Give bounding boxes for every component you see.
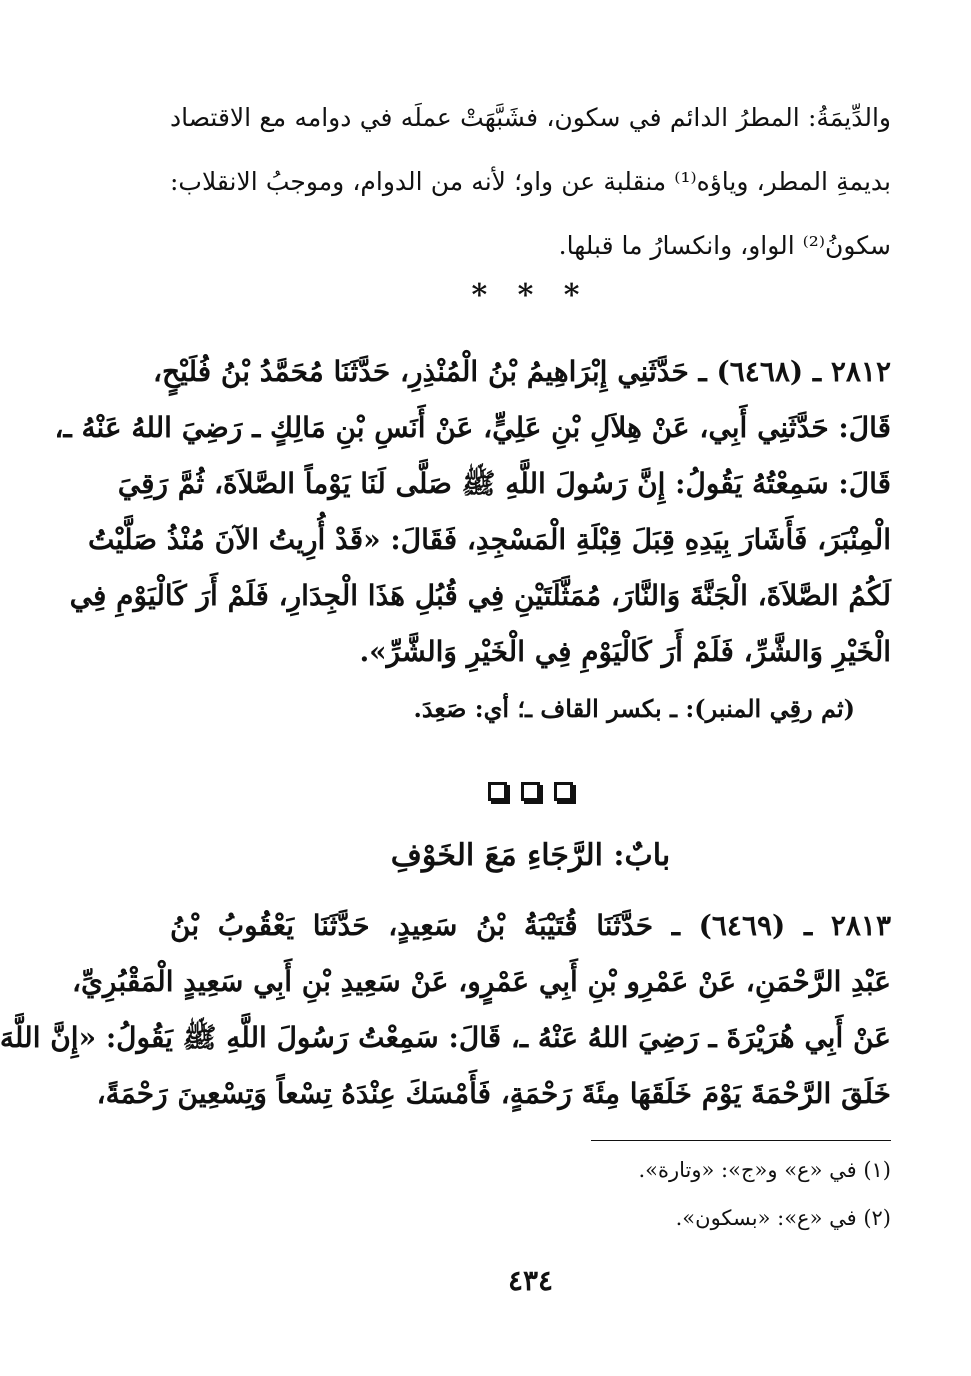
commentary-line: والدِّيمَةُ: المطرُ الدائم في سكون، فشَبَّهَتْ عملَه في دوامه مع الاقتصاد [170, 103, 891, 132]
commentary-line: بديمةِ المطر، وياؤه⁽¹⁾ منقلبة عن واو؛ لأنه من الدوام، وموجبُ الانقلاب: [170, 167, 891, 196]
section-separator-stars: * * * [471, 278, 590, 313]
separator-box-icon [488, 782, 507, 801]
hadith-line: ٢٨١٣ ـ (٦٤٦٩) ـ حَدَّثَنَا قُتَيْبَةُ بْنُ سَعِيدٍ، حَدَّثَنَا يَعْقُوبُ بْنُ [170, 909, 891, 942]
hadith-2813 [0, 898, 891, 1122]
separator-box-icon [554, 782, 573, 801]
footnote-2: (٢) في «ع»: «بسكون». [675, 1206, 891, 1230]
section-separator-boxes [170, 782, 891, 801]
chapter-title: بابٌ: الرَّجَاءِ مَعَ الخَوْفِ [390, 838, 671, 873]
hadith-2812-explanation: (ثم رقِي المنبر): ـ بكسر القاف ـ؛ أي: صَعِدَ. [413, 694, 855, 723]
hadith-line: عَنْ أَبِي هُرَيْرَةَ ـ رَضِيَ اللهُ عَنْهُ ـ، قَالَ: سَمِعْتُ رَسُولَ اللَّهِ ﷺ يَقُولُ: «إِنَّ اللَّهَ [0, 1021, 891, 1054]
page-number: ٤٣٤ [507, 1264, 554, 1297]
commentary-line: سكونُ⁽²⁾ الواو، وانكسارُ ما قبلها. [558, 231, 891, 260]
commentary-paragraph [170, 86, 891, 278]
hadith-line: ٢٨١٢ ـ (٦٤٦٨) ـ حَدَّثَنِي إِبْرَاهِيمُ بْنُ الْمُنْذِرِ، حَدَّثَنَا مُحَمَّدُ بْنُ فُلَيْحٍ، [152, 355, 891, 388]
footnote-1: (١) في «ع» و«ج»: «وتارة». [638, 1158, 891, 1182]
hadith-line: قَالَ: سَمِعْتُهُ يَقُولُ: إِنَّ رَسُولَ اللَّهِ ﷺ صَلَّى لَنَا يَوْماً الصَّلاَةَ، ثُمَّ رَقِيَ [117, 467, 891, 500]
hadith-2812 [54, 344, 891, 680]
hadith-line: الْمِنْبَرَ، فَأَشَارَ بِيَدِهِ قِبَلَ قِبْلَةِ الْمَسْجِدِ، فَقَالَ: «قَدْ أُرِيتُ الآنَ مُنْذُ صَلَّيْتُ [88, 523, 891, 556]
footnote-divider [591, 1140, 891, 1141]
separator-box-icon [521, 782, 540, 801]
hadith-line: خَلَقَ الرَّحْمَةَ يَوْمَ خَلَقَهَا مِئَةَ رَحْمَةٍ، فَأَمْسَكَ عِنْدَهُ تِسْعاً وَتِسْعِينَ رَحْمَةً، [96, 1077, 891, 1110]
hadith-line: لَكُمُ الصَّلاَةَ، الْجَنَّةَ وَالنَّارَ، مُمَثَّلَتَيْنِ فِي قُبُلِ هَذَا الْجِدَارِ، فَلَمْ أَرَ كَالْيَوْمِ فِي [69, 579, 891, 612]
hadith-line: عَبْدِ الرَّحْمَنِ، عَنْ عَمْرِو بْنِ أَبِي عَمْرٍو، عَنْ سَعِيدِ بْنِ أَبِي سَعِيدٍ الْمَقْبُرِيِّ، [71, 965, 891, 998]
hadith-line: الْخَيْرِ وَالشَّرِّ، فَلَمْ أَرَ كَالْيَوْمِ فِي الْخَيْرِ وَالشَّرِّ». [359, 635, 891, 668]
hadith-line: قَالَ: حَدَّثَنِي أَبِي، عَنْ هِلاَلِ بْنِ عَلِيٍّ، عَنْ أَنَسِ بْنِ مَالِكٍ ـ رَضِيَ اللهُ عَنْهُ ـ، [54, 411, 891, 444]
